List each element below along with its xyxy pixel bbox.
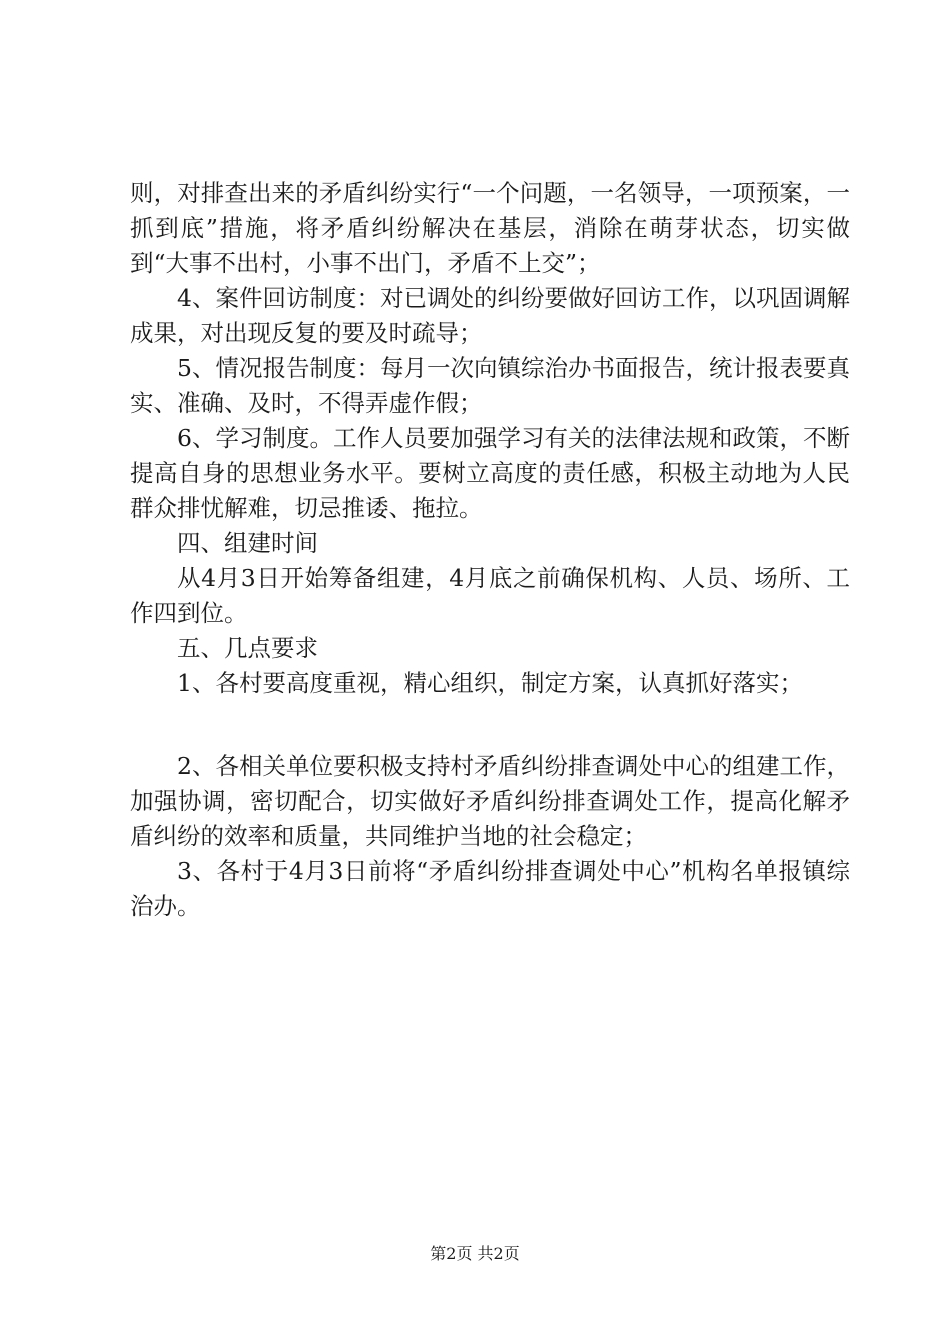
paragraph-requirement-3: 3、各村于4月3日前将“矛盾纠纷排查调处中心”机构名单报镇综治办。 xyxy=(130,857,850,920)
paragraph-setup-time: 从4月3日开始筹备组建，4月底之前确保机构、人员、场所、工作四到位。 xyxy=(130,564,850,627)
page-footer: 第2页 共2页 xyxy=(430,1244,520,1263)
paragraph-case-followup: 4、案件回访制度：对已调处的纠纷要做好回访工作，以巩固调解成果，对出现反复的要及时疏导； xyxy=(130,284,850,347)
paragraph-requirement-2: 2、各相关单位要积极支持村矛盾纠纷排查调处中心的组建工作，加强协调，密切配合，切实做好矛盾纠纷排查调处工作，提高化解矛盾纠纷的效率和质量，共同维护当地的社会稳定； xyxy=(130,752,850,850)
document-body xyxy=(130,176,850,924)
paragraph-requirement-1: 1、各村要高度重视，精心组织，制定方案，认真抓好落实； xyxy=(177,669,803,697)
section-heading-setup-time: 四、组建时间 xyxy=(177,529,318,557)
section-heading-requirements: 五、几点要求 xyxy=(177,634,318,662)
paragraph-study-system: 6、学习制度。工作人员要加强学习有关的法律法规和政策，不断提高自身的思想业务水平。要树立高度的责任感，积极主动地为人民群众排忧解难，切忌推诿、拖拉。 xyxy=(130,424,850,522)
blank-line xyxy=(130,701,850,749)
paragraph-report-system: 5、情况报告制度：每月一次向镇综治办书面报告，统计报表要真实、准确、及时，不得弄虚作假； xyxy=(130,354,850,417)
paragraph-continuation: 则，对排查出来的矛盾纠纷实行“一个问题，一名领导，一项预案，一抓到底”措施，将矛盾纠纷解决在基层，消除在萌芽状态，切实做到“大事不出村，小事不出门，矛盾不上交”； xyxy=(130,179,850,277)
